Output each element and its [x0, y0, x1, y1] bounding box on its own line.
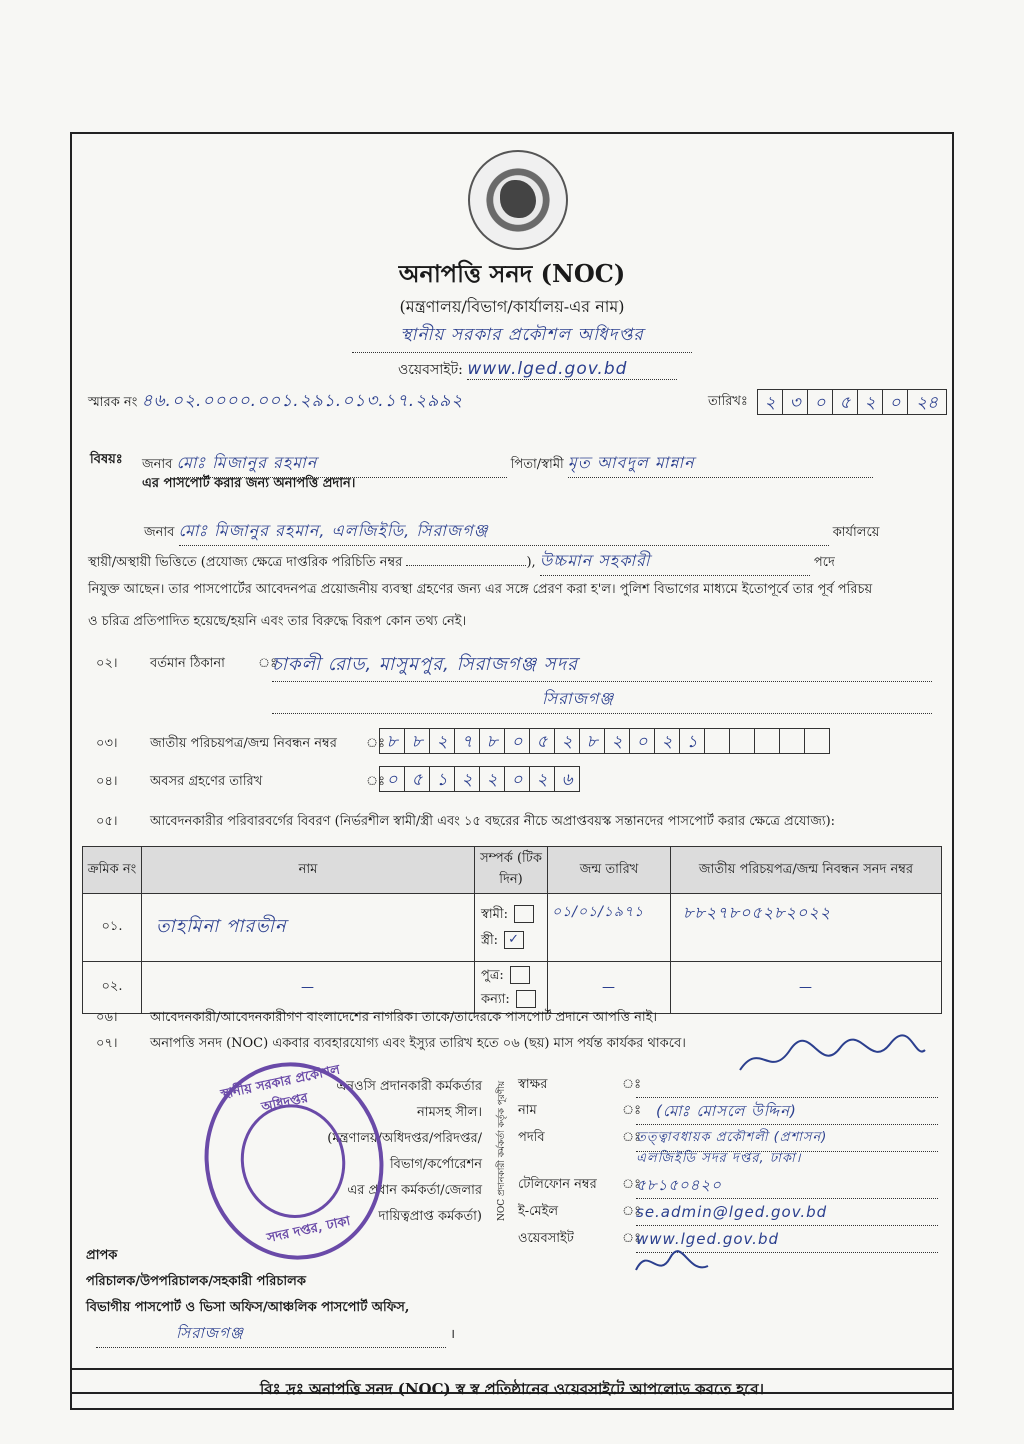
- field-colon: ঃ: [622, 1204, 642, 1219]
- officer-signature: [730, 1030, 930, 1086]
- retire-box: ৫: [404, 766, 430, 792]
- relation-checkbox[interactable]: ✓: [504, 931, 524, 949]
- nid-boxes: [380, 728, 830, 754]
- item3-no: ০৩।: [96, 736, 118, 751]
- body-para-1: নিযুক্ত আছেন। তার পাসপোর্টের আবেদনপত্র প্রয়োজনীয় ব্যবস্থা গ্রহণের জন্য এর সঙ্গে প্রেরণ করা হ'ল। পুলিশ বিভাগের মাধ্যমে ইতোপূর্বে তার পূর্ব পরিচয়: [88, 582, 873, 597]
- field-value-name: (মোঃ মোসলে উদ্দিন): [636, 1098, 938, 1125]
- document-title: অনাপত্তি সনদ (NOC): [398, 259, 626, 288]
- retire-box: ১: [429, 766, 455, 792]
- ministry-name: স্থানীয় সরকার প্রকৌশল অধিদপ্তর: [352, 322, 692, 353]
- website-value: www.lged.gov.bd: [467, 359, 677, 380]
- field-value-designation: তত্ত্বাবধায়ক প্রকৌশলী (প্রশাসন): [636, 1125, 938, 1152]
- recipient-city: সিরাজগঞ্জ: [96, 1322, 446, 1348]
- nid-box: ২: [429, 728, 455, 754]
- body-para-2: ও চরিত্র প্রতিপাদিত হয়েছে/হয়নি এবং তার বিরুদ্ধে বিরূপ কোন তথ্য নেই।: [88, 614, 467, 629]
- present-address-line2: সিরাজগঞ্জ: [272, 686, 932, 714]
- nid-box: ২: [554, 728, 580, 754]
- nid-box: [729, 728, 755, 754]
- perm-line: স্থায়ী/অস্থায়ী ভিত্তিতে (প্রযোজ্য ক্ষেত্রে দাপ্তরিক পরিচিতি নম্বর: [88, 555, 403, 570]
- field-label: ই-মেইল: [518, 1204, 559, 1219]
- retire-date-boxes: [380, 766, 580, 792]
- field-row-website: [518, 1226, 938, 1253]
- th-dob: জন্ম তারিখ: [548, 847, 671, 894]
- stamp-bottom-text: সদর দপ্তর, ঢাকা: [265, 1213, 352, 1247]
- recipient-line1: পরিচালক/উপপরিচালক/সহকারী পরিচালক: [86, 1274, 306, 1289]
- rel-label: কন্যা:: [481, 991, 510, 1007]
- subject-label: বিষয়ঃ: [90, 452, 123, 467]
- officer-left-line: (মন্ত্রণালয়/অধিদপ্তর/পরিদপ্তর/: [327, 1131, 482, 1146]
- nid-box: ২: [604, 728, 630, 754]
- cell-nid: —: [671, 962, 942, 1014]
- item2-label: বর্তমান ঠিকানা: [150, 656, 225, 671]
- table-header-row: [83, 847, 942, 894]
- nid-box: ৫: [529, 728, 555, 754]
- field-colon: ঃ: [622, 1103, 642, 1118]
- date-box: ০: [882, 389, 908, 415]
- field-value-website: www.lged.gov.bd: [636, 1226, 938, 1253]
- field-row-email: [518, 1199, 938, 1226]
- subject-line: এর পাসপোর্ট করার জন্য অনাপত্তি প্রদান।: [142, 476, 356, 491]
- mr-label: জনাব: [142, 457, 173, 472]
- date-box: ২৪: [907, 389, 947, 415]
- field-label: ওয়েবসাইট: [518, 1231, 574, 1246]
- item5-no: ০৫।: [96, 814, 118, 829]
- rel-label: পুত্র:: [481, 967, 504, 983]
- officer-left-line: দায়িত্বপ্রাপ্ত কর্মকর্তা): [378, 1209, 482, 1224]
- stamp-top-text: স্থানীয় সরকার প্রকৌশল অধিদপ্তর: [219, 1062, 342, 1116]
- item3-colon: ঃ: [366, 736, 386, 751]
- item4-colon: ঃ: [366, 774, 386, 789]
- retire-box: ২: [529, 766, 555, 792]
- field-colon: ঃ: [622, 1077, 642, 1092]
- cell-name: তাহমিনা পারভীন: [142, 894, 475, 962]
- office-label: কার্যালয়ে: [832, 525, 880, 540]
- father-name: মৃত আবদুল মান্নান: [568, 450, 873, 478]
- item4-no: ০৪।: [96, 774, 118, 789]
- government-seal: [468, 150, 568, 250]
- date-box: ২: [857, 389, 883, 415]
- field-label: পদবি: [518, 1130, 545, 1145]
- cell-relation: [475, 894, 548, 962]
- date-label: তারিখঃ: [708, 394, 748, 409]
- nid-box: [754, 728, 780, 754]
- family-table: [82, 846, 942, 1014]
- recipient-line2: বিভাগীয় পাসপোর্ট ও ভিসা অফিস/আঞ্চলিক পাসপোর্ট অফিস,: [86, 1300, 410, 1315]
- cell-name: —: [142, 962, 475, 1014]
- cell-dob: ০১/০১/১৯৭১: [548, 894, 671, 962]
- officer-left-line: এর প্রধান কর্মকর্তা/জেলার: [347, 1183, 482, 1198]
- date-box: ৩: [782, 389, 808, 415]
- field-colon: ঃ: [622, 1231, 642, 1246]
- field-row-phone: [518, 1172, 938, 1199]
- date-box: ৫: [832, 389, 858, 415]
- rel-label: স্বামী:: [481, 906, 508, 922]
- field-colon: ঃ: [622, 1177, 642, 1192]
- officer-left-line: নামসহ সীল।: [417, 1105, 482, 1120]
- footer-note: বিঃ দ্রঃ অনাপত্তি সনদ (NOC) স্ব স্ব প্রতিষ্ঠানের ওয়েবসাইটে আপলোড করতে হবে।: [70, 1368, 954, 1410]
- retire-box: ২: [479, 766, 505, 792]
- initial-signature: [628, 1240, 718, 1290]
- cell-relation: [475, 962, 548, 1014]
- th-relation: সম্পর্ক (টিক দিন): [475, 847, 548, 894]
- item2-colon: ঃ: [258, 656, 278, 671]
- date-boxes: [758, 389, 947, 415]
- nid-box: ৮: [479, 728, 505, 754]
- note6: আবেদনকারী/আবেদনকারীগণ বাংলাদেশের নাগরিক। তাকে/তাদেরকে পাসপোর্ট প্রদানে আপত্তি নাই।: [150, 1010, 658, 1025]
- nid-box: ৭: [454, 728, 480, 754]
- rel-label: স্ত্রী:: [481, 932, 499, 948]
- website-label: ওয়েবসাইট:: [398, 362, 463, 378]
- field-row-name: [518, 1098, 938, 1125]
- post-label: পদে: [813, 555, 835, 570]
- map-emblem-icon: [500, 180, 536, 218]
- table-row: [83, 962, 942, 1014]
- field-value-phone: ৫৮১৫০৪২০: [636, 1172, 938, 1199]
- date-row: [708, 392, 748, 413]
- retire-box: ০: [379, 766, 405, 792]
- nid-box: ২: [654, 728, 680, 754]
- item4-label: অবসর গ্রহণের তারিখ: [150, 774, 263, 789]
- nid-box: [779, 728, 805, 754]
- applicant-name: মোঃ মিজানুর রহমান: [177, 450, 507, 478]
- retire-box: ০: [504, 766, 530, 792]
- nid-box: ৮: [379, 728, 405, 754]
- item5-label: আবেদনকারীর পরিবারবর্গের বিবরণ (নির্ভরশীল স্বামী/স্ত্রী এবং ১৫ বছরের নীচে অপ্রাপ্তবয়স্ক সন্তানদের পাসপোর্ট করার ক্ষেত্রে প্রযোজ্য):: [150, 814, 836, 829]
- item3-label: জাতীয় পরিচয়পত্র/জন্ম নিবন্ধন নম্বর: [150, 736, 337, 751]
- table-row: [83, 894, 942, 962]
- relation-checkbox[interactable]: [514, 905, 534, 923]
- body-mr-label: জনাব: [144, 525, 175, 540]
- officer-fields: [518, 1072, 938, 1253]
- father-label: পিতা/স্বামী: [510, 457, 564, 472]
- nid-box: [704, 728, 730, 754]
- field-value-email: se.admin@lged.gov.bd: [636, 1199, 938, 1226]
- note7: অনাপত্তি সনদ (NOC) একবার ব্যবহারযোগ্য এবং ইস্যুর তারিখ হতে ০৬ (ছয়) মাস পর্যন্ত কার্যকর থাকবে।: [150, 1036, 686, 1051]
- nid-box: ১: [679, 728, 705, 754]
- present-address: চাকলী রোড, মাসুমপুর, সিরাজগঞ্জ সদর: [272, 650, 932, 682]
- nid-box: ০: [629, 728, 655, 754]
- th-nid: জাতীয় পরিচয়পত্র/জন্ম নিবন্ধন সনদ নম্বর: [671, 847, 942, 894]
- note6-no: ০৬।: [96, 1010, 118, 1025]
- recipient-end: ।: [450, 1327, 456, 1342]
- memo-value: ৪৬.০২.০০০০.০০১.২৯১.০১৩.১৭.২৯৯২: [141, 391, 464, 411]
- officer-left-line: এনওসি প্রদানকারী কর্মকর্তার: [336, 1079, 482, 1094]
- item2-no: ০২।: [96, 656, 118, 671]
- nid-box: ৮: [404, 728, 430, 754]
- recipient-label: প্রাপক: [86, 1248, 118, 1263]
- cell-nid: ৮৮২৭৮০৫২৮২০২২: [671, 894, 942, 962]
- retire-box: ২: [454, 766, 480, 792]
- date-box: ০: [807, 389, 833, 415]
- relation-checkbox[interactable]: [516, 990, 536, 1008]
- officer-left-line: বিভাগ/কর্পোরেশন: [389, 1157, 482, 1172]
- nid-box: [804, 728, 830, 754]
- memo-label: স্মারক নং: [88, 395, 138, 410]
- cell-dob: —: [548, 962, 671, 1014]
- nid-box: ০: [504, 728, 530, 754]
- ministry-label: (মন্ত্রণালয়/বিভাগ/কার্যালয়-এর নাম): [399, 297, 625, 316]
- th-serial: ক্রমিক নং: [83, 847, 142, 894]
- field-label: টেলিফোন নম্বর: [518, 1177, 597, 1192]
- nid-box: ৮: [579, 728, 605, 754]
- field-label: স্বাক্ষর: [518, 1077, 548, 1092]
- date-box: ২: [757, 389, 783, 415]
- officer-vertical-label: NOC প্রদানকারী কর্মকর্তা কর্তৃক পূরণীয়: [497, 1080, 507, 1222]
- office-line: এলজিইডি সদর দপ্তর, ঢাকা।: [636, 1151, 802, 1166]
- cell-serial: ০১.: [83, 894, 142, 962]
- th-name: নাম: [142, 847, 475, 894]
- note7-no: ০৭।: [96, 1036, 118, 1051]
- cell-serial: ০২.: [83, 962, 142, 1014]
- field-label: নাম: [518, 1103, 537, 1118]
- retire-box: ৬: [554, 766, 580, 792]
- relation-checkbox[interactable]: [510, 966, 530, 984]
- name-office: মোঃ মিজানুর রহমান, এলজিইডি, সিরাজগঞ্জ: [179, 518, 829, 546]
- designation: উচ্চমান সহকারী: [540, 548, 810, 576]
- field-colon: ঃ: [622, 1130, 642, 1145]
